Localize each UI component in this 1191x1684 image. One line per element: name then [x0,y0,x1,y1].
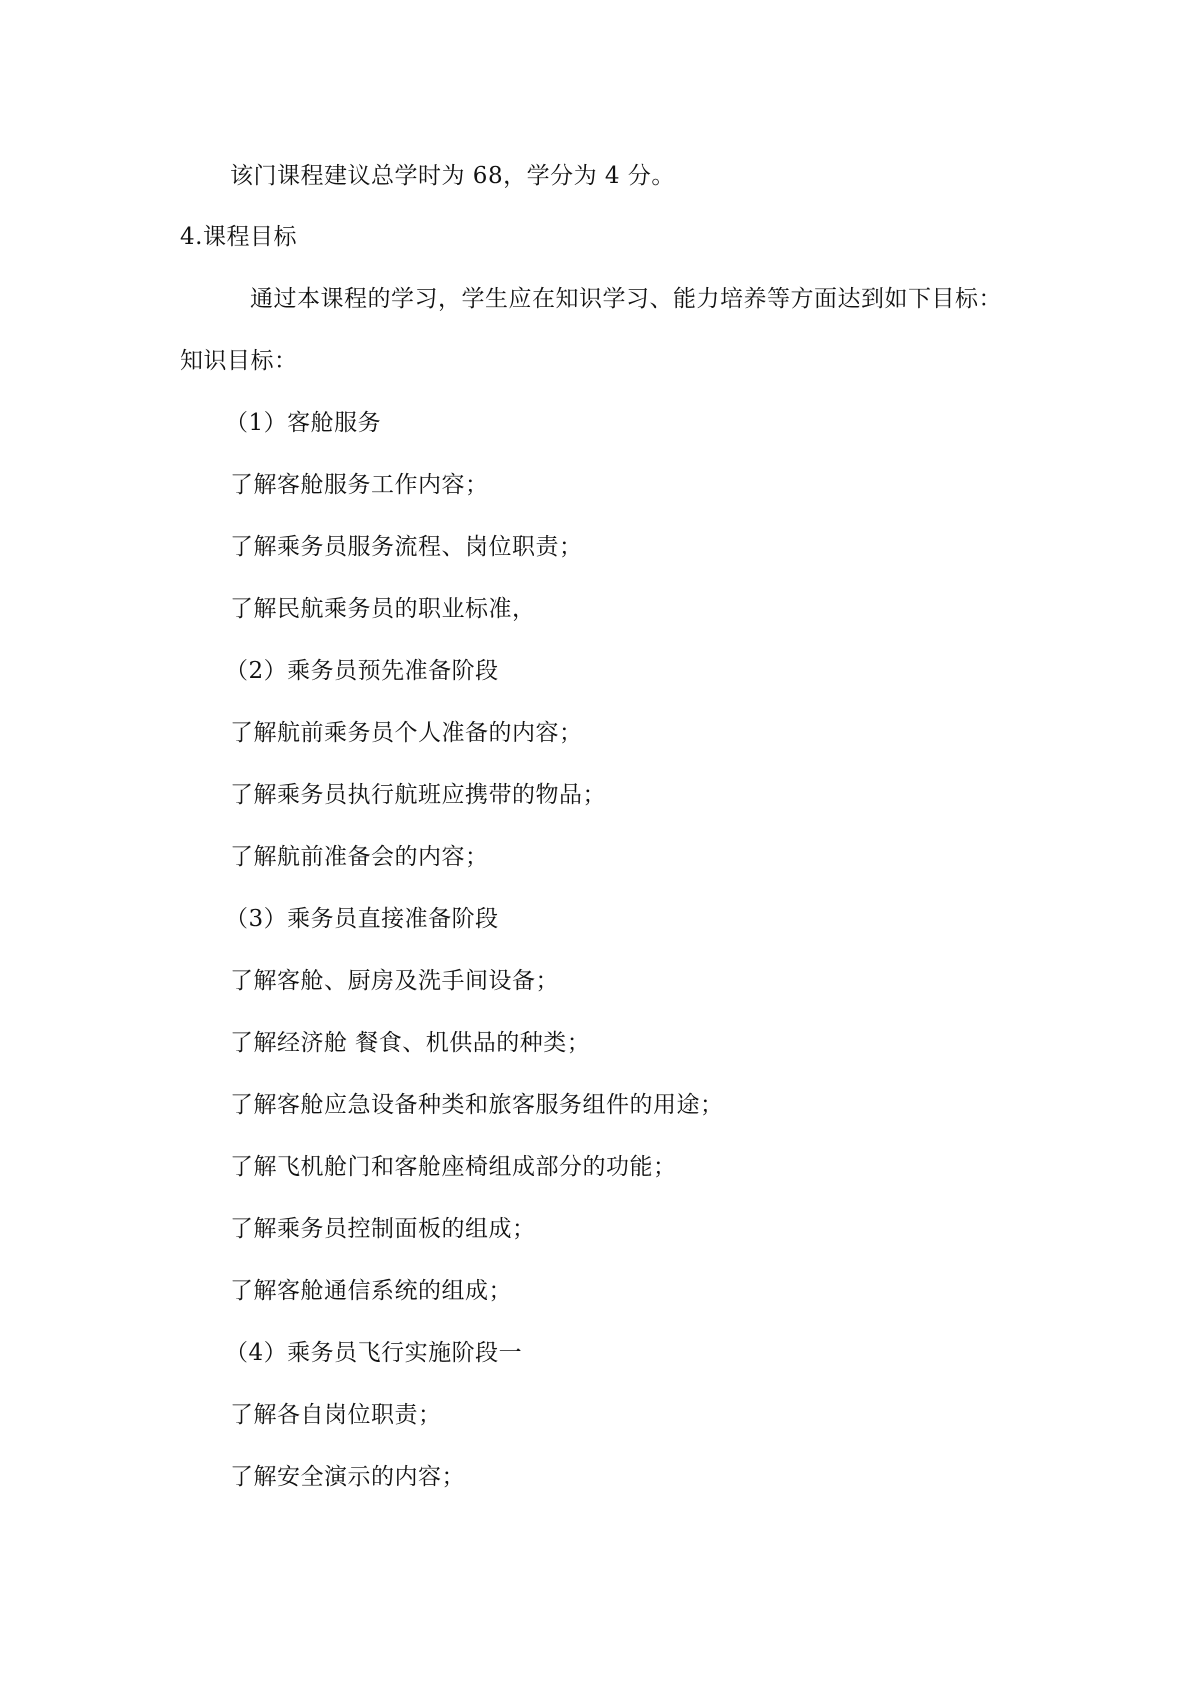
paragraph-hours-credits: 该门课程建议总学时为 68，学分为 4 分。 [230,163,675,189]
list-item: 了解飞机舱门和客舱座椅组成部分的功能； [230,1154,677,1180]
list-item: 了解航前乘务员个人准备的内容； [230,720,583,746]
list-item: 了解客舱通信系统的组成； [230,1278,512,1304]
item-heading-flight-implementation: （4）乘务员飞行实施阶段一 [225,1340,523,1366]
list-item: 了解航前准备会的内容； [230,844,489,870]
list-item: 了解乘务员执行航班应携带的物品； [230,782,606,808]
subheading-knowledge-objectives: 知识目标： [180,348,298,374]
list-item: 了解客舱应急设备种类和旅客服务组件的用途； [230,1092,724,1118]
list-item: 了解乘务员服务流程、岗位职责； [230,534,583,560]
list-item: 了解乘务员控制面板的组成； [230,1216,536,1242]
list-item: 了解安全演示的内容； [230,1464,465,1490]
section-heading-course-objectives: 4.课程目标 [180,224,297,250]
list-item: 了解经济舱 餐食、机供品的种类； [230,1030,591,1056]
list-item: 了解民航乘务员的职业标准， [230,596,536,622]
list-item: 了解客舱服务工作内容； [230,472,489,498]
item-heading-pre-flight-preparation: （2）乘务员预先准备阶段 [225,658,499,684]
item-heading-cabin-service: （1）客舱服务 [225,410,382,436]
paragraph-objectives-intro: 通过本课程的学习，学生应在知识学习、能力培养等方面达到如下目标： [250,286,1002,312]
item-heading-direct-preparation: （3）乘务员直接准备阶段 [225,906,499,932]
list-item: 了解各自岗位职责； [230,1402,442,1428]
list-item: 了解客舱、厨房及洗手间设备； [230,968,559,994]
